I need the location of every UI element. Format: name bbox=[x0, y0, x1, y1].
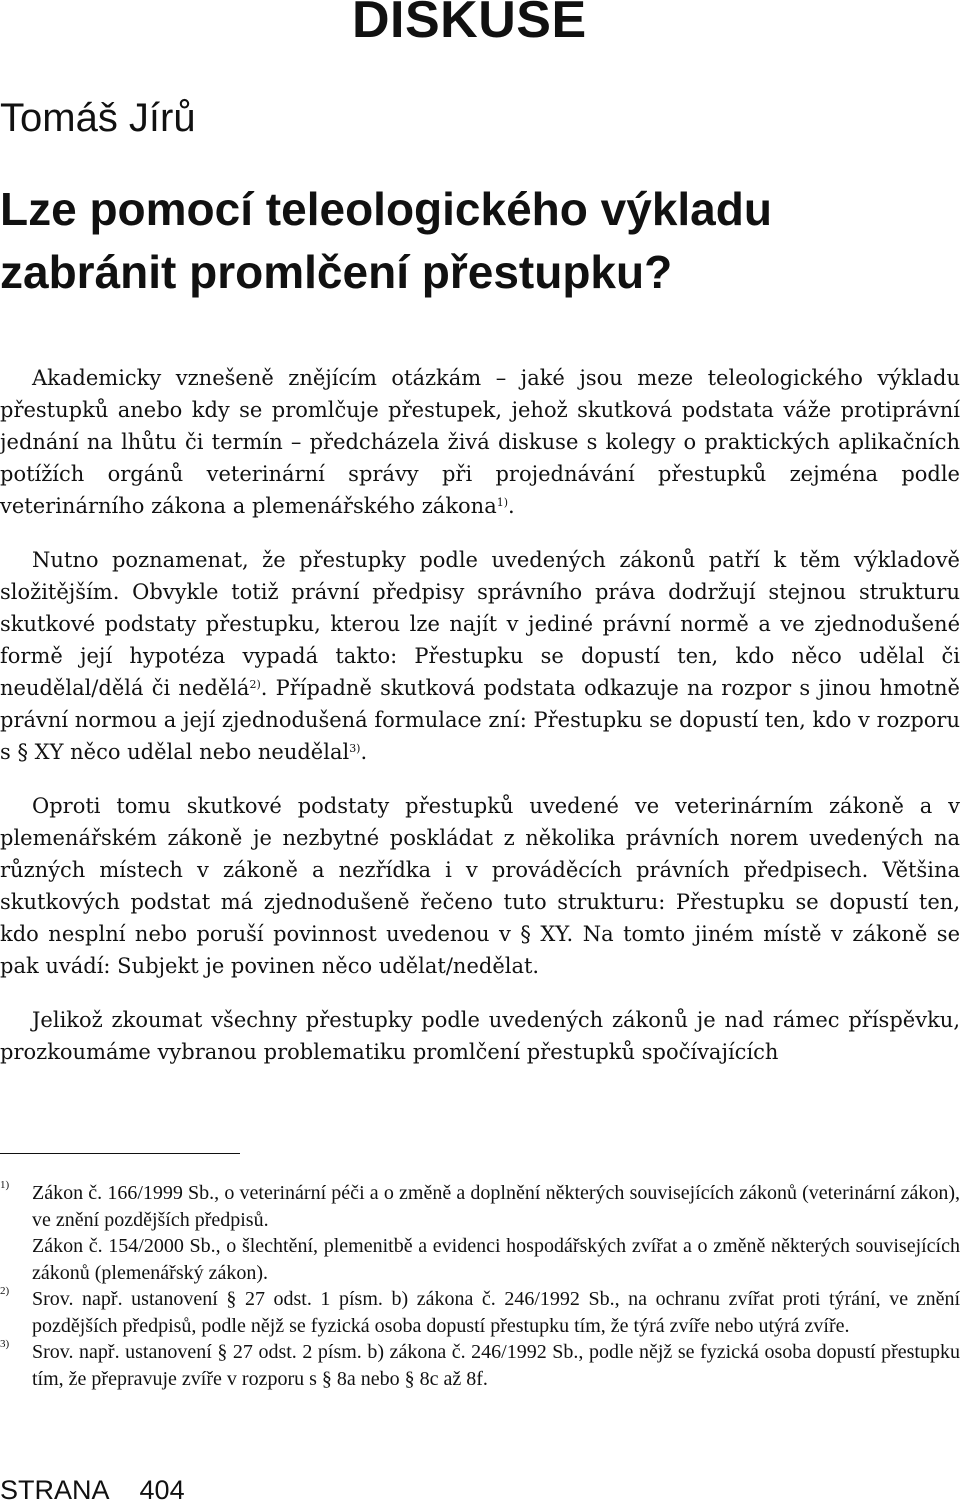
page-footer bbox=[0, 1474, 185, 1506]
page-number: 404 bbox=[139, 1475, 185, 1505]
footnote-text: Srov. např. ustanovení § 27 odst. 1 písm. b) zákona č. 246/1992 Sb., na ochranu zvířat proti týrání, ve znění pozdějších předpisů, podle nějž se fyzická osoba dopustí přestupku tím, že týrá zvíře nebo utýrá zvíře. bbox=[32, 1288, 960, 1337]
paragraph-4 bbox=[0, 1004, 960, 1068]
footnote-1 bbox=[0, 1180, 960, 1286]
footnote-reference[interactable]: 3) bbox=[349, 742, 361, 755]
footnotes bbox=[0, 1180, 960, 1392]
footnote-text: Srov. např. ustanovení § 27 odst. 2 písm. b) zákona č. 246/1992 Sb., podle nějž se fyzická osoba dopustí přestupku tím, že přepravuje zvíře v rozporu s § 8a nebo § 8c až 8f. bbox=[32, 1341, 960, 1390]
footnote-reference[interactable]: 1) bbox=[496, 496, 509, 509]
paragraph-1 bbox=[0, 362, 960, 522]
footnote-mark: 1) bbox=[0, 1179, 10, 1191]
footnote-text: Zákon č. 166/1999 Sb., o veterinární péči a o změně a doplnění některých souvisejících zákonů (veterinární zákon), ve znění pozdějších předpisů. bbox=[32, 1182, 960, 1231]
author-name: Tomáš Jírů bbox=[0, 96, 196, 140]
footer-label: STRANA bbox=[0, 1475, 110, 1505]
footnote-reference[interactable]: 2) bbox=[249, 678, 261, 691]
footnote-text: Zákon č. 154/2000 Sb., o šlechtění, plemenitbě a evidenci hospodářských zvířat a o změně některých souvisejících zákonů (plemenářský zákon). bbox=[32, 1235, 960, 1284]
article-body bbox=[0, 362, 960, 1068]
paragraph-text: . Případně skutková podstata odkazuje na rozpor s jinou hmotně právní normou a její zjednodušená formulace zní: Přestupku se dopustí ten, kdo v rozporu s § XY něco udělal nebo neudělal bbox=[0, 676, 960, 764]
paragraph-text: Akademicky vznešeně znějícím otázkám – jaké jsou meze teleologického výkladu přestupků anebo kdy se promlčuje přestupek, jehož skutková podstata váže protiprávní jednání na lhůtu či termín – předcházela živá diskuse s kolegy o praktických aplikačních potížích orgánů veterinární správy při projednávání přestupků zejména podle veterinárního zákona a plemenářského zákona bbox=[0, 366, 960, 518]
footnote-separator bbox=[0, 1153, 240, 1154]
paragraph-text: Nutno poznamenat, že přestupky podle uvedených zákonů patří k těm výkladově složitějším. Obvykle totiž právní předpisy správního práva dodržují stejnou strukturu skutkové podstaty přestupku, kterou lze najít v jediné právní normě a ve zjednodušené formě její hypotéza vypadá takto: Přestupku se dopustí ten, kdo něco udělal či neudělal/dělá či nedělá bbox=[0, 548, 960, 700]
paragraph-text: . bbox=[360, 740, 368, 764]
paragraph-text: Oproti tomu skutkové podstaty přestupků uvedené ve veterinárním zákoně a v plemenářském zákoně je nezbytné poskládat z několika právních norem uvedených na různých místech v zákoně a nezřídka i v prováděcích právních předpisech. Většina skutkových podstat má zjednodušeně řečeno tuto strukturu: Přestupku se dopustí ten, kdo nesplní nebo poruší povinnost uvedenou v § XY. Na tomto jiném místě v zákoně se pak uvádí: Subjekt je povinen něco udělat/nedělat. bbox=[0, 794, 960, 978]
footnote-3 bbox=[0, 1339, 960, 1392]
section-heading: DISKUSE bbox=[352, 0, 587, 49]
footnote-2 bbox=[0, 1286, 960, 1339]
footnote-mark: 3) bbox=[0, 1338, 10, 1350]
paragraph-text: Jelikož zkoumat všechny přestupky podle uvedených zákonů je nad rámec příspěvku, prozkoumáme vybranou problematiku promlčení přestupků spočívajících bbox=[0, 1008, 960, 1064]
paragraph-2 bbox=[0, 544, 960, 768]
footnote-mark: 2) bbox=[0, 1285, 10, 1297]
paragraph-3 bbox=[0, 790, 960, 982]
article-title: Lze pomocí teleologického výkladu zabránit promlčení přestupku? bbox=[0, 183, 772, 298]
paragraph-text: . bbox=[508, 494, 515, 518]
